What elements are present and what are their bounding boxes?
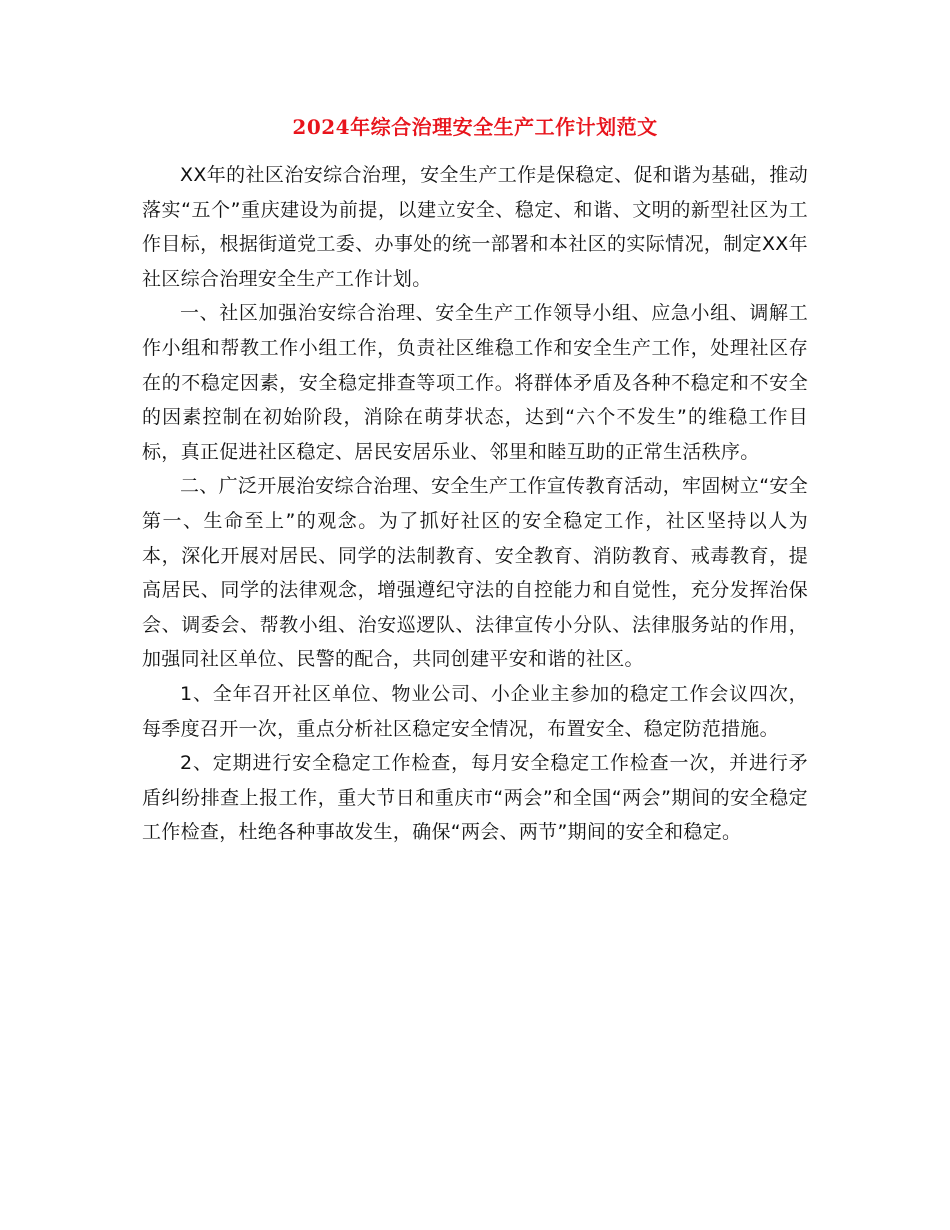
paragraph-intro: XX年的社区治安综合治理，安全生产工作是保稳定、促和谐为基础，推动落实“五个”重庆建设为前提，以建立安全、稳定、和谐、文明的新型社区为工作目标，根据街道党工委、办事处的统一部署和本社区的实际情况，制定XX年社区综合治理安全生产工作计划。 [142,164,808,290]
paragraph-item-2: 2、定期进行安全稳定工作检查，每月安全稳定工作检查一次，并进行矛盾纠纷排查上报工作，重大节日和重庆市“两会”和全国“两会”期间的安全稳定工作检查，杜绝各种事故发生，确保“两会、两节”期间的安全和稳定。 [142,752,808,844]
paragraph-section-2: 二、广泛开展治安综合治理、安全生产工作宣传教育活动，牢固树立“安全第一、生命至上”的观念。为了抓好社区的安全稳定工作，社区坚持以人为本，深化开展对居民、同学的法制教育、安全教育、消防教育、戒毒教育，提高居民、同学的法律观念，增强遵纪守法的自控能力和自觉性，充分发挥治保会、调委会、帮教小组、治安巡逻队、法律宣传小分队、法律服务站的作用，加强同社区单位、民警的配合，共同创建平安和谐的社区。 [142,475,808,671]
paragraph-item-1: 1、全年召开社区单位、物业公司、小企业主参加的稳定工作会议四次，每季度召开一次，重点分析社区稳定安全情况，布置安全、稳定防范措施。 [142,682,808,740]
document-title: 2024年综合治理安全生产工作计划范文 [292,115,658,139]
paragraph-section-1: 一、社区加强治安综合治理、安全生产工作领导小组、应急小组、调解工作小组和帮教工作小组工作，负责社区维稳工作和安全生产工作，处理社区存在的不稳定因素，安全稳定排查等项工作。将群体矛盾及各种不稳定和不安全的因素控制在初始阶段，消除在萌芽状态，达到“六个不发生”的维稳工作目标，真正促进社区稳定、居民安居乐业、邻里和睦互助的正常生活秩序。 [142,302,808,463]
document-body [142,158,808,850]
